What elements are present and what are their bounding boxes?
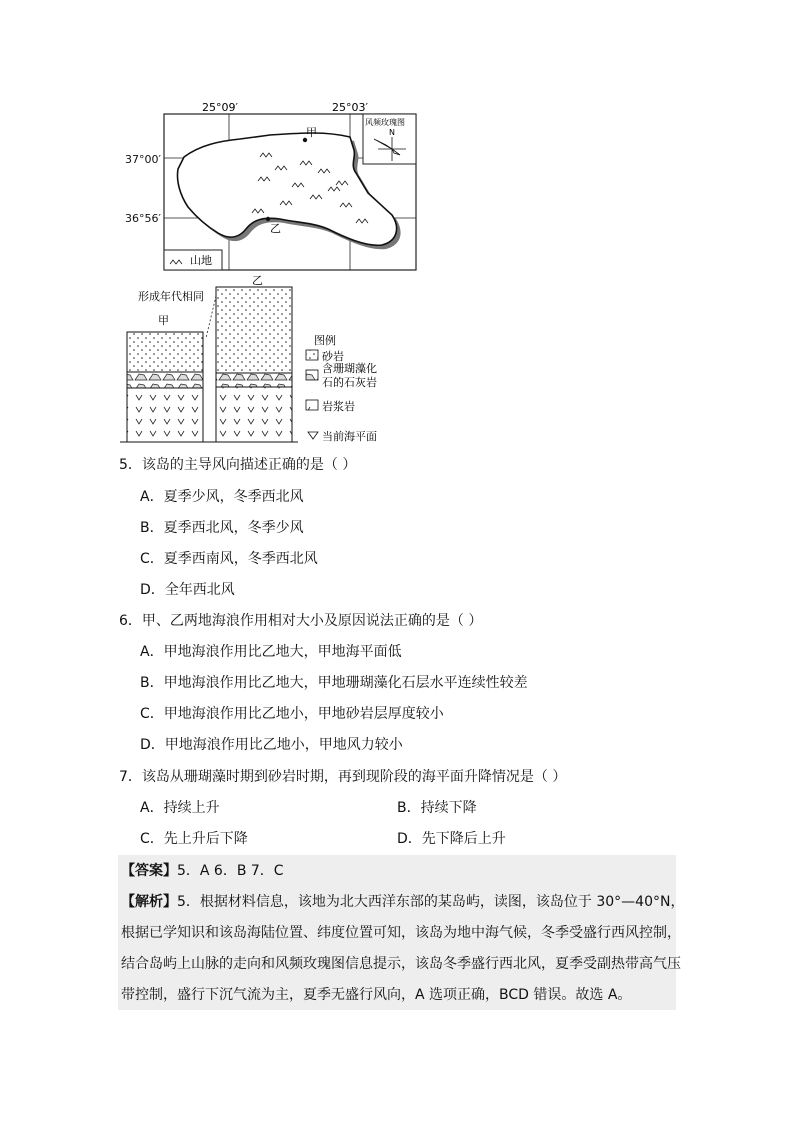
question-7-stem: 7．该岛从珊瑚藻时期到砂岩时期，再到现阶段的海平面升降情况是（ ） — [119, 769, 567, 785]
analysis-label: 【解析】 — [121, 894, 177, 910]
q7-option-b[interactable]: B．持续下降 — [397, 800, 477, 816]
north-label: N — [389, 128, 395, 137]
magma-legend-icon — [306, 400, 318, 410]
q5-option-a[interactable]: A．夏季少风，冬季西北风 — [140, 489, 304, 505]
q6-option-a[interactable]: A．甲地海浪作用比乙地大，甲地海平面低 — [140, 644, 402, 660]
q6-option-b[interactable]: B．甲地海浪作用比乙地大，甲地珊瑚藻化石层水平连续性较差 — [140, 675, 528, 691]
legend-coral-line1: 含珊瑚藻化 — [322, 362, 377, 375]
sea-level-icon — [308, 432, 318, 439]
analysis-line-4: 带控制，盛行下沉气流为主，夏季无盛行风向，A 选项正确，BCD 错误。故选 A。 — [121, 987, 632, 1003]
analysis-line-3: 结合岛屿上山脉的走向和风频玫瑰图信息提示，该岛冬季盛行西北风，夏季受副热带高气压 — [121, 956, 681, 972]
legend-coral-line2: 石的石灰岩 — [322, 376, 377, 389]
question-6-stem: 6．甲、乙两地海浪作用相对大小及原因说法正确的是（ ） — [119, 613, 483, 629]
answer-line — [121, 861, 284, 881]
same-age-label: 形成年代相同 — [138, 290, 204, 303]
coral-limestone-legend-icon — [306, 370, 318, 380]
analysis-line-2: 根据已学知识和该岛海陆位置、纬度位置可知，该岛为地中海气候，冬季受盛行西风控制， — [121, 925, 681, 941]
legend-mountain-label: 山地 — [190, 254, 212, 267]
column-yi-label: 乙 — [252, 274, 263, 287]
point-jia-label: 甲 — [306, 126, 317, 139]
answer-label: 【答案】 — [121, 863, 177, 879]
q5-option-d[interactable]: D．全年西北风 — [140, 582, 235, 598]
column-yi — [216, 287, 292, 442]
column-jia — [127, 332, 203, 442]
lon-label-left: 25°09′ — [202, 101, 238, 114]
legend-sea-level: 当前海平面 — [322, 430, 377, 443]
q7-option-d[interactable]: D．先下降后上升 — [397, 831, 506, 847]
q6-option-d[interactable]: D．甲地海浪作用比乙地小，甲地风力较小 — [140, 737, 403, 753]
lat-label-top: 37°00′ — [125, 153, 161, 166]
q5-option-b[interactable]: B．夏季西北风，冬季少风 — [140, 520, 304, 536]
question-5-stem: 5．该岛的主导风向描述正确的是（ ） — [119, 457, 357, 473]
legend-sandstone: 砂岩 — [322, 350, 344, 363]
wind-rose-title: 风频玫瑰图 — [365, 118, 405, 127]
column-jia-label: 甲 — [158, 314, 169, 327]
legend-magma: 岩浆岩 — [322, 400, 355, 413]
answer-text: 5．A 6．B 7．C — [177, 863, 284, 879]
q7-option-a[interactable]: A．持续上升 — [140, 800, 220, 816]
analysis-text-1: 5．根据材料信息，该地为北大西洋东部的某岛屿，读图，该岛位于 30°—40°N， — [177, 894, 685, 910]
q5-option-c[interactable]: C．夏季西南风，冬季西北风 — [140, 551, 318, 567]
q7-option-c[interactable]: C．先上升后下降 — [140, 831, 248, 847]
sandstone-legend-icon — [306, 350, 318, 360]
island-map — [160, 95, 420, 275]
stratigraphic-section — [120, 272, 410, 447]
q6-option-c[interactable]: C．甲地海浪作用比乙地小，甲地砂岩层厚度较小 — [140, 706, 444, 722]
legend-title: 图例 — [314, 334, 336, 347]
lon-label-right: 25°03′ — [332, 101, 368, 114]
point-yi-label: 乙 — [270, 222, 281, 235]
lat-label-bottom: 36°56′ — [125, 212, 161, 225]
analysis-line-1 — [121, 892, 684, 912]
